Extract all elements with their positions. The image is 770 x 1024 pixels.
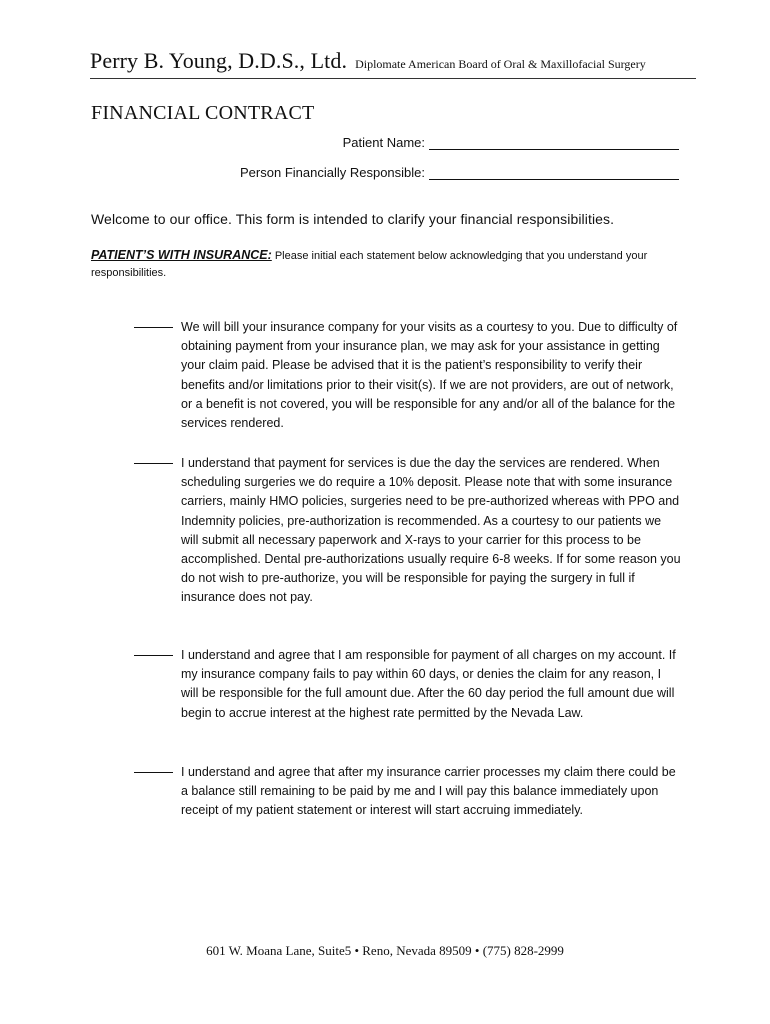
practice-subtitle: Diplomate American Board of Oral & Maxillofacial Surgery [355,57,646,71]
responsible-person-label: Person Financially Responsible: [240,165,425,180]
footer-address: 601 W. Moana Lane, Suite5 • Reno, Nevada 89509 • (775) 828-2999 [206,943,564,958]
statement-text: We will bill your insurance company for your visits as a courtesy to you. Due to difficulty of obtaining payment from your insurance plan, we may ask for your assistance in getting your claim paid. Please be advised that it is the patient’s responsibility to verify their benefits and/or limitations prior to their visit(s). If we are not providers, are out of network, or a benefit is not covered, you will be responsible for any and/or all of the balance for the services rendered. [181,320,678,431]
patient-name-blank[interactable] [429,137,679,150]
practice-name: Perry B. Young, D.D.S., Ltd. [90,48,348,73]
document-title: FINANCIAL CONTRACT [91,102,315,124]
statement-text: I understand and agree that I am responsible for payment of all charges on my account. If my insurance company fails to pay within 60 days, or denies the claim for any reason, I will be responsible for the full amount due. After the 60 day period the full amount due will begin to accrue interest at the highest rate permitted by the Nevada Law. [181,648,676,720]
statement-text: I understand and agree that after my insurance carrier processes my claim there could be a balance still remaining to be paid by me and I will pay this balance immediately upon receipt of my patient statement or interest will start accruing immediately. [181,765,676,818]
insurance-instruction: Please initial each statement below acknowledging that you understand your responsibilities. [91,250,648,279]
welcome-text: Welcome to our office. This form is intended to clarify your financial responsibilities. [91,211,615,227]
letterhead [90,48,696,79]
responsible-person-blank[interactable] [429,167,679,180]
insurance-heading: PATIENT’S WITH INSURANCE: [91,248,272,262]
initial-blank[interactable] [134,772,173,773]
initial-blank[interactable] [134,327,173,328]
responsible-person-field [240,165,679,180]
statement-text: I understand that payment for services is due the day the services are rendered. When scheduling surgeries we do require a 10% deposit. Please note that with some insurance carriers, mainly HMO policies, surgeries need to be pre-authorized whereas with PPO and Indemnity policies, pre-authorization is recommended. As a courtesy to our patients we will submit all necessary paperwork and X-rays to your carrier for this process to be accomplished. Dental pre-authorizations usually require 6-8 weeks. If for some reason you do not wish to pre-authorize, you will be responsible for paying the surgery in full if insurance does not pay. [181,456,681,605]
patient-name-field [343,135,679,150]
initial-blank[interactable] [134,463,173,464]
initial-blank[interactable] [134,655,173,656]
insurance-intro [91,247,681,282]
patient-name-label: Patient Name: [342,135,425,150]
